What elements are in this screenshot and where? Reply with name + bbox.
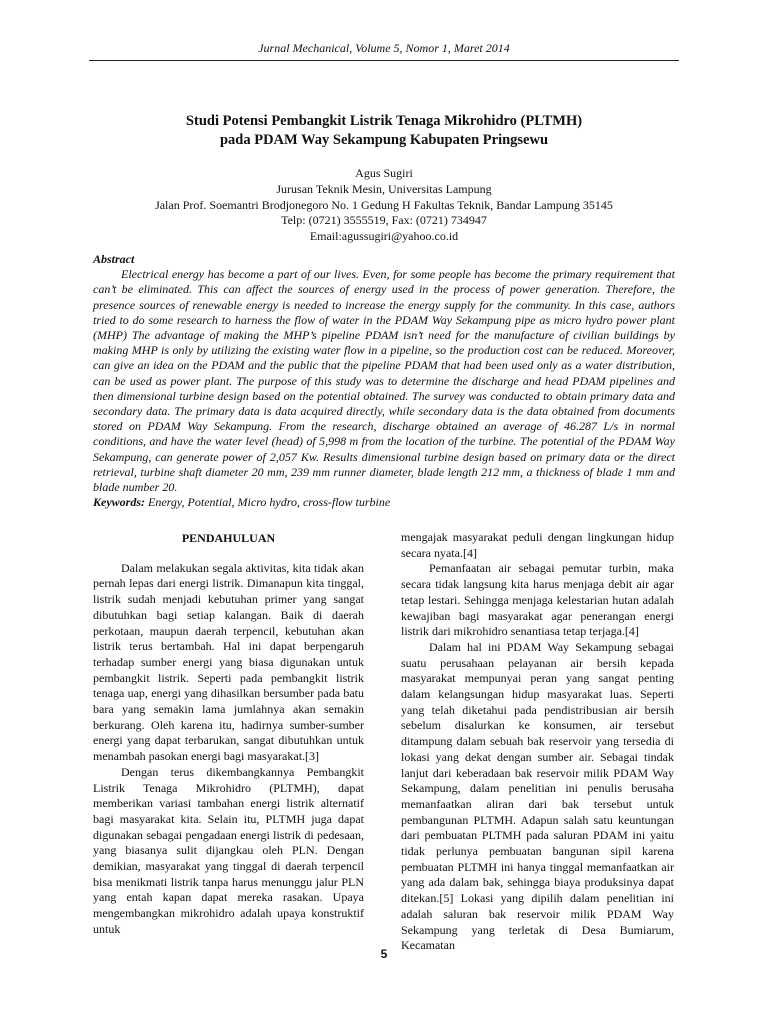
paper-title bbox=[60, 112, 708, 150]
left-paragraph-1: Dalam melakukan segala aktivitas, kita tidak akan pernah lepas dari energi listrik. Dimanapun kita tinggal, listrik sudah menjadi kebutuhan primer yang sangat dibutuhkan bagi setiap kalangan. Baik di daerah perkotaan, maupun daerah terpencil, kebutuhan akan listrik terus bertambah. Hal ini dapat berpengaruh terhadap sumber energi yang biasa digunakan untuk pembangkit listrik. Seperti pada pembangkit listrik tenaga uap, energi yang dihasilkan bersumber pada batu bara yang semakin lama jumlahnya akan semakin berkurang. Oleh karena itu, hadirnya sumber-sumber energi yang dapat terbarukan, sangat dibutuhkan untuk menambah pasokan energi bagi masyarakat.[3] bbox=[93, 560, 364, 764]
author-email: Email:agussugiri@yahoo.co.id bbox=[309, 229, 459, 244]
right-paragraph-2: Dalam hal ini PDAM Way Sekampung sebagai suatu perusahaan pelayanan air bersih kepada masyarakat mempunyai peran yang sangat penting dalam kelangsungan hidup masyarakat luas. Seperti yang telah diketahui pada pendistribusian air bersih sebelum disalurkan ke konsumen, air tersebut ditampung dalam sebuah bak reservoir yang tersedia di lokasi yang dekat dengan sumber air. Sebagai tindak lanjut dari keberadaan bak reservoir milik PDAM Way Sekampung, dalam penelitian ini penulis berusaha memanfaatkan aliran dari bak tersebut untuk pembangunan PLTMH. Adapun salah satu keuntungan dari pembuatan PLTMH pada saluran PDAM ini yaitu tidak perlunya pembuatan bangunan sipil karena pembuatan PLTMH ini hanya tinggal memanfaatkan air yang ada dalam bak, sehingga biaya produksinya dapat ditekan.[5] Lokasi yang dipilih dalam penelitian ini adalah saluran bak reservoir milik PDAM Way Sekampung yang terletak di Desa Bumiarum, Kecamatan bbox=[401, 639, 674, 953]
right-column bbox=[401, 530, 674, 954]
author-phone: Telp: (0721) 3555519, Fax: (0721) 734947 bbox=[281, 213, 487, 228]
left-column bbox=[93, 531, 364, 938]
page-number: 5 bbox=[380, 947, 388, 961]
author-department: Jurusan Teknik Mesin, Universitas Lampung bbox=[276, 181, 492, 196]
right-paragraph-0: mengajak masyarakat peduli dengan lingkungan hidup secara nyata.[4] bbox=[401, 530, 674, 560]
title-line-2: pada PDAM Way Sekampung Kabupaten Pringsewu bbox=[219, 132, 549, 148]
abstract-heading: Abstract bbox=[93, 252, 135, 266]
author-block bbox=[60, 166, 708, 245]
title-line-1: Studi Potensi Pembangkit Listrik Tenaga Mikrohidro (PLTMH) bbox=[185, 113, 583, 129]
keywords-label: Keywords: bbox=[93, 495, 145, 510]
abstract-body: Electrical energy has become a part of our lives. Even, for some people has become the primary requirement that can’t be eliminated. This can affect the sources of energy used in the process of power generation. Therefore, the presence sources of renewable energy is needed to increase the energy supply for the community. In this case, authors tried to do some research to harness the flow of water in the PDAM Way Sekampung pipe as micro hydro power plant (MHP) The advantage of making the MHP’s pipeline PDAM isn’t need for the manufacture of civilian buildings by making MHP is only by utilizing the existing water flow in a pipeline, so the production cost can be reduced. Moreover, can give an idea on the PDAM and the public that the pipeline PDAM that had been used only as a water distribution, can be used as power plant. The purpose of this study was to determine the discharge and head PDAM pipelines and then dimensional turbine design based on the potential obtained. The survey was conducted to obtain primary data and secondary data. The primary data is data acquired directly, while secondary data is the data obtained from documents stored on PDAM Way Sekampung. From the research, discharge obtained an average of 46.287 L/s in normal conditions, and have the water level (head) of 5,998 m from the location of the turbine. The potential of the PDAM Way Sekampung, can generate power of 2,057 Kw. Results dimensional turbine design based on primary data or the direct retrieval, turbine shaft diameter 20 mm, 239 mm runner diameter, blade length 212 mm, a thickness of blade 1 mm and blade number 20. bbox=[93, 267, 675, 495]
section-heading-pendahuluan: PENDAHULUAN bbox=[181, 531, 276, 545]
abstract-section bbox=[93, 252, 675, 510]
right-paragraph-1: Pemanfaatan air sebagai pemutar turbin, maka secara tidak langsung kita harus menjaga debit air agar tetap lestari. Sehingga menjaga kelestarian hutan adalah kewajiban bagi masyarakat agar penerangan energi listrik dari mikrohidro senantiasa tetap terjaga.[4] bbox=[401, 561, 674, 639]
journal-header: Jurnal Mechanical, Volume 5, Nomor 1, Maret 2014 bbox=[258, 41, 510, 55]
author-address: Jalan Prof. Soemantri Brodjonegoro No. 1 Gedung H Fakultas Teknik, Bandar Lampung 35145 bbox=[155, 197, 613, 212]
author-name: Agus Sugiri bbox=[355, 166, 413, 180]
left-paragraph-2: Dengan terus dikembangkannya Pembangkit Listrik Tenaga Mikrohidro (PLTMH), dapat memberikan variasi tambahan energi listrik alternatif bagi masyarakat kita. Selain itu, PLTMH juga dapat digunakan sebagai pengadaan energi listrik di pedesaan, yang biasanya sulit dijangkau oleh PLN. Dengan demikian, masyarakat yang tinggal di daerah terpencil bisa menikmati listrik tanpa harus menunggu jalur PLN yang entah kapan dapat mereka rasakan. Upaya mengembangkan mikrohidro adalah upaya konstruktif untuk bbox=[93, 764, 364, 936]
keywords bbox=[93, 495, 675, 510]
keywords-text: Energy, Potential, Micro hydro, cross-flow turbine bbox=[145, 495, 391, 510]
header-rule bbox=[89, 60, 679, 61]
